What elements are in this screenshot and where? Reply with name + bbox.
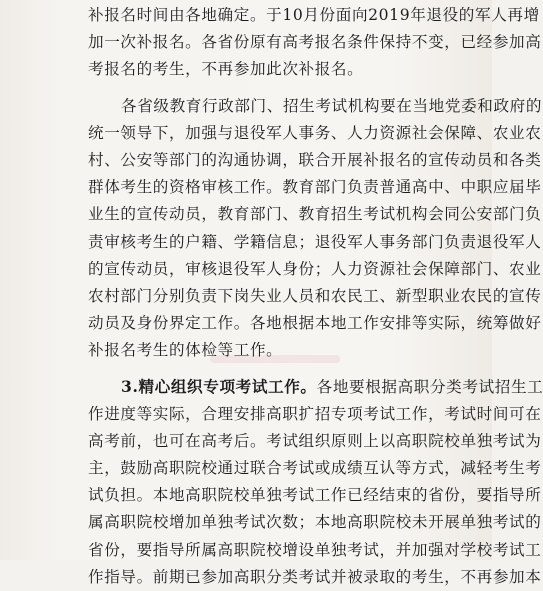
paragraph-3-line: 作进度等实际，合理安排高职扩招专项考试工作，考试时间可在: [88, 404, 542, 423]
paragraph-3-line: 高考前，也可在高考后。考试组织原则上以高职院校单独考试为: [88, 431, 542, 450]
paragraph-gap: [88, 364, 488, 373]
paragraph-1-line: 补报名时间由各地确定。于10月份面向2019年退役的军人再增: [88, 6, 540, 24]
paragraph-2-line: 动员及身份界定工作。各地根据本地工作安排等实际，统筹做好: [88, 314, 542, 333]
paragraph-3-first-line-rest: 各地要根据高职分类考试招生工: [316, 378, 543, 397]
paragraph-gap: [88, 84, 488, 93]
paragraph-2-line: 村、公安等部门的沟通协调，联合开展补报名的宣传动员和各类: [88, 150, 542, 169]
paragraph-1-line: 加一次补报名。各省份原有高考报名条件保持不变，已经参加高: [88, 33, 542, 52]
paragraph-3-line: 作指导。前期已参加高职分类考试并被录取的考生，不再参加本: [88, 567, 542, 586]
paragraph-2-line: 补报名考生的体检等工作。: [88, 341, 283, 360]
paragraph-3-line: 省份，要指导所属高职院校增设单独考试，并加强对学校考试工: [88, 540, 542, 559]
paragraph-2-line: 农村部门分别负责下岗失业人员和农民工、新型职业农民的宣传: [88, 286, 542, 305]
paragraph-2-line: 群体考生的资格审核工作。教育部门负责普通高中、中职应届毕: [88, 178, 542, 197]
paragraph-3-first-line: [88, 373, 543, 400]
paragraph-2-line: 责审核考生的户籍、学籍信息；退役军人事务部门负责退役军人: [88, 232, 542, 251]
section-heading: 3.精心组织专项考试工作。: [121, 377, 317, 397]
paragraph-2-line: 统一领导下，加强与退役军人事务、人力资源社会保障、农业农: [88, 123, 542, 142]
paragraph-3-line: 主，鼓励高职院校通过联合考试或成绩互认等方式，减轻考生考: [88, 459, 542, 477]
paragraph-3-line: 试负担。本地高职院校单独考试工作已经结束的省份，要指导所: [88, 486, 542, 505]
document-body: [88, 2, 543, 591]
paragraph-2-line: 各省级教育行政部门、招生考试机构要在当地党委和政府的: [121, 96, 543, 115]
paragraph-3-line: 属高职院校增加单独考试次数；本地高职院校未开展单独考试的: [88, 513, 542, 532]
paragraph-2-line: 业生的宣传动员，教育部门、教育招生考试机构会同公安部门负: [88, 205, 542, 224]
paragraph-2-line: 的宣传动员，审核退役军人身份；人力资源社会保障部门、农业: [88, 259, 542, 278]
paragraph-1-line: 考报名的考生，不再参加此次补报名。: [88, 60, 364, 79]
